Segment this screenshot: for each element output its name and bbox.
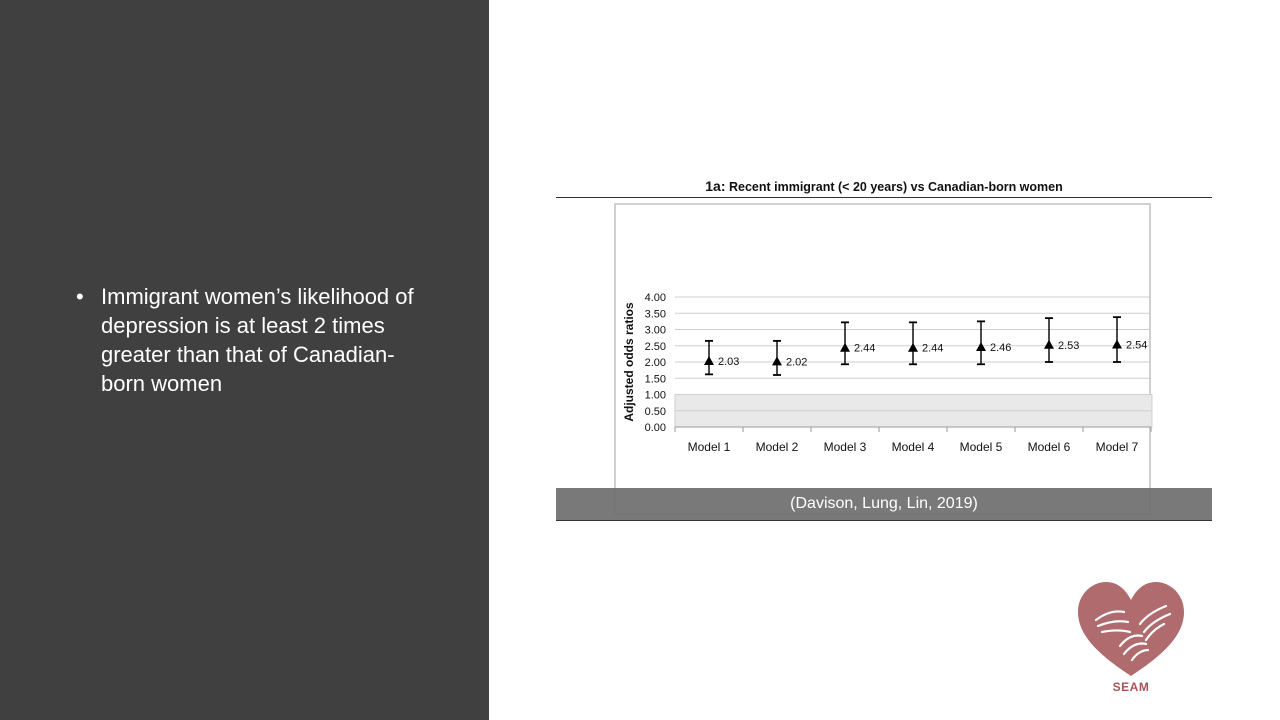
y-tick-label: 0.50 <box>644 405 666 418</box>
data-point-marker <box>840 343 850 352</box>
data-point-marker <box>908 343 918 352</box>
y-tick-label: 3.00 <box>644 324 666 337</box>
y-axis-label: Adjusted odds ratios <box>622 302 636 422</box>
chart-title-text: Recent immigrant (< 20 years) vs Canadian-born women <box>728 180 1063 194</box>
chart-title <box>556 178 1212 194</box>
data-label: 2.54 <box>1126 339 1148 352</box>
y-tick-label: 4.00 <box>644 292 666 304</box>
x-tick-label: Model 2 <box>755 440 799 454</box>
bullet-item <box>76 282 436 398</box>
data-point-marker <box>976 342 986 351</box>
y-tick-label: 2.50 <box>644 340 666 353</box>
data-point-marker <box>1044 340 1054 349</box>
x-tick-label: Model 7 <box>1095 440 1139 454</box>
citation: (Davison, Lung, Lin, 2019) <box>556 488 1212 520</box>
data-label: 2.03 <box>718 356 740 369</box>
y-tick-label: 2.00 <box>644 357 666 369</box>
x-tick-label: Model 3 <box>823 440 867 454</box>
data-label: 2.53 <box>1058 339 1080 352</box>
data-label: 2.44 <box>922 342 944 355</box>
data-point-marker <box>704 356 714 365</box>
bullet-dot-icon: • <box>76 284 84 309</box>
chart-title-prefix: 1a: <box>705 178 726 194</box>
data-point-marker <box>772 356 782 365</box>
y-tick-label: 1.00 <box>644 389 666 402</box>
bullet-text: Immigrant women’s likelihood of depression is at least 2 times greater than that of Canadian-born women <box>101 284 414 396</box>
y-tick-label: 0.00 <box>644 422 666 434</box>
logo-text: SEAM <box>1112 680 1150 694</box>
data-label: 2.46 <box>990 342 1012 355</box>
x-tick-label: Model 6 <box>1027 440 1071 454</box>
data-label: 2.44 <box>854 342 876 355</box>
chart <box>556 198 1212 488</box>
x-tick-label: Model 4 <box>891 440 935 454</box>
y-tick-label: 3.50 <box>644 308 666 321</box>
x-tick-label: Model 1 <box>687 440 731 454</box>
heart-hands-icon <box>1074 580 1188 696</box>
bullet-list <box>76 282 436 398</box>
data-label: 2.02 <box>786 356 808 369</box>
citation-rule <box>556 520 1212 521</box>
data-point-marker <box>1112 339 1122 348</box>
x-tick-label: Model 5 <box>959 440 1003 454</box>
y-tick-label: 1.50 <box>644 373 666 386</box>
